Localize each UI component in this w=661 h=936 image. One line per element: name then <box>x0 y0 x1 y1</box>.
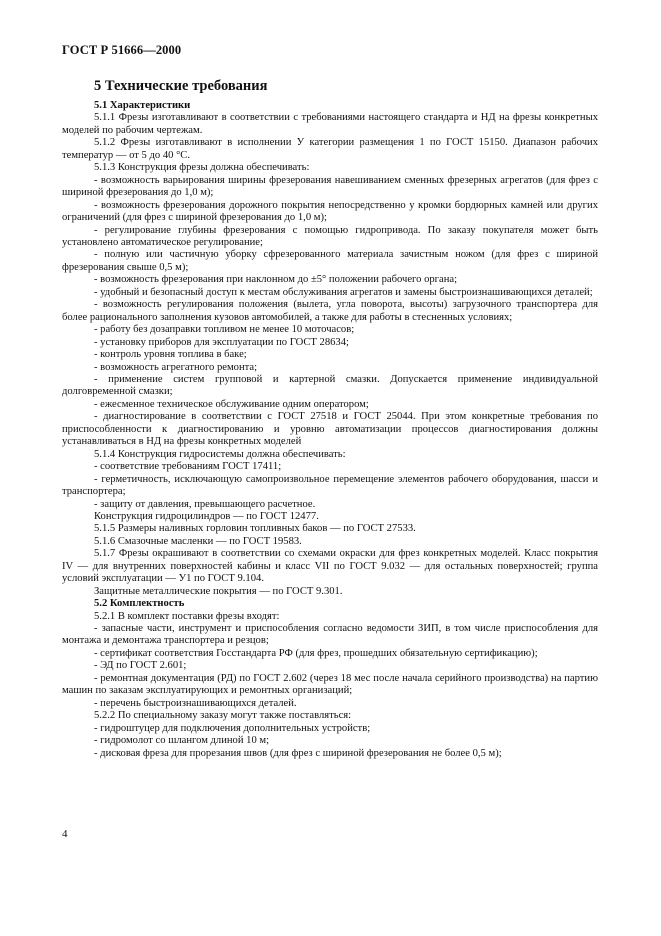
paragraph: 5.1.2 Фрезы изготавливают в исполнении У категории размещения 1 по ГОСТ 15150. Диапазон рабочих температур — от 5 до 40 °С. <box>62 137 598 161</box>
list-item: - возможность фрезерования при наклонном до ±5° положении рабочего органа; <box>94 274 458 286</box>
list-item: - работу без дозаправки топливом не менее 10 моточасов; <box>94 324 355 336</box>
paragraph: 5.1.3 Конструкция фрезы должна обеспечивать: <box>94 162 310 174</box>
subsection-heading: 5.1 Характеристики <box>94 100 191 111</box>
list-item: - применение систем групповой и картерной смазки. Допускается применение индивидуальной долговременной смазки; <box>62 373 598 398</box>
paragraph: 5.1.5 Размеры наливных горловин топливных баков — по ГОСТ 27533. <box>94 523 416 535</box>
list-item: - регулирование глубины фрезерования с помощью гидропривода. По заказу покупателя может быть установлено автоматическое регулирование; <box>62 224 598 248</box>
list-item: - сертификат соответствия Госстандарта РФ (для фрез, прошедших обязательную сертификацию); <box>94 647 538 659</box>
list-item: - ремонтная документация (РД) по ГОСТ 2.602 (через 18 мес после начала серийного производства) на партию машин по заказам эксплуатирующих и ремонтных организаций; <box>62 672 598 697</box>
paragraph: 5.1.4 Конструкция гидросистемы должна обеспечивать: <box>94 448 346 460</box>
subsection-heading: 5.2 Комплектность <box>94 598 185 610</box>
list-item: - полную или частичную уборку сфрезерованного материала зачистным ножом (для фрез с шириной фрезерования свыше 0,5 м); <box>62 249 598 273</box>
list-item: - дисковая фреза для прорезания швов (для фрез с шириной фрезерования не более 0,5 м); <box>94 747 502 759</box>
list-item: - защиту от давления, превышающего расчетное. <box>94 498 316 510</box>
list-item: - контроль уровня топлива в баке; <box>94 349 247 361</box>
paragraph: 5.1.7 Фрезы окрашивают в соответствии со схемами окраски для фрез конкретных моделей. Класс покрытия IV — для внутренних поверхностей кабины и класс VII по ГОСТ 9.032 — для остальных поверхностей; группа условий эксплуатации — У1 по ГОСТ 9.104. <box>62 548 598 585</box>
list-item: - удобный и безопасный доступ к местам обслуживания агрегатов и замены быстроизнашивающихся деталей; <box>94 286 593 298</box>
list-item: - запасные части, инструмент и приспособления согласно ведомости ЗИП, в том числе приспособления для монтажа и демонтажа транспортера и резцов; <box>62 623 598 647</box>
paragraph: Конструкция гидроцилиндров — по ГОСТ 12477. <box>94 510 319 522</box>
section-title: 5 Технические требования <box>94 78 268 94</box>
list-item: - перечень быстроизнашивающихся деталей. <box>94 697 297 709</box>
paragraph: 5.1.1 Фрезы изготавливают в соответствии с требованиями настоящего стандарта и НД на фрезы конкретных моделей по рабочим чертежам. <box>62 112 598 136</box>
document-body <box>62 100 598 760</box>
list-item: - гидроштуцер для подключения дополнительных устройств; <box>94 722 371 734</box>
document-code: ГОСТ Р 51666—2000 <box>62 43 182 57</box>
list-item: - ЭД по ГОСТ 2.601; <box>94 660 187 672</box>
list-item: - возможность фрезерования дорожного покрытия непосредственно у кромки бордюрных камней или других ограничений (для фрез с шириной фрезерования до 1,0 м); <box>62 199 598 224</box>
list-item: - возможность агрегатного ремонта; <box>94 361 258 373</box>
list-item: - герметичность, исключающую самопроизвольное перемещение элементов рабочего оборудования, шасси и транспортера; <box>62 473 598 498</box>
paragraph: 5.1.6 Смазочные масленки — по ГОСТ 19583. <box>94 535 302 547</box>
list-item: - гидромолот со шлангом длиной 10 м; <box>94 735 270 747</box>
list-item: - диагностирование в соответствии с ГОСТ 27518 и ГОСТ 25044. При этом конкретные требования по приспособленности к диагностированию и уровню автоматизации процессов диагностирования должны устанавливаться в НД на фрезы конкретных моделей <box>62 411 598 448</box>
paragraph: 5.2.2 По специальному заказу могут также поставляться: <box>94 710 352 722</box>
list-item: - ежесменное техническое обслуживание одним оператором; <box>94 398 369 410</box>
paragraph: 5.2.1 В комплект поставки фрезы входят: <box>94 610 280 622</box>
list-item: - возможность регулирования положения (вылета, угла поворота, высоты) загрузочного транспортера для более рационального заполнения кузовов автомобилей, а также для работы в стесненных условиях; <box>62 299 598 323</box>
paragraph: Защитные металлические покрытия — по ГОСТ 9.301. <box>94 585 343 597</box>
list-item: - установку приборов для эксплуатации по ГОСТ 28634; <box>94 336 349 348</box>
list-item: - возможность варьирования ширины фрезерования навешиванием сменных фрезерных агрегатов (для фрез с шириной фрезерования до 1,0 м); <box>62 174 598 199</box>
page-number: 4 <box>62 828 68 840</box>
list-item: - соответствие требованиям ГОСТ 17411; <box>94 461 282 473</box>
